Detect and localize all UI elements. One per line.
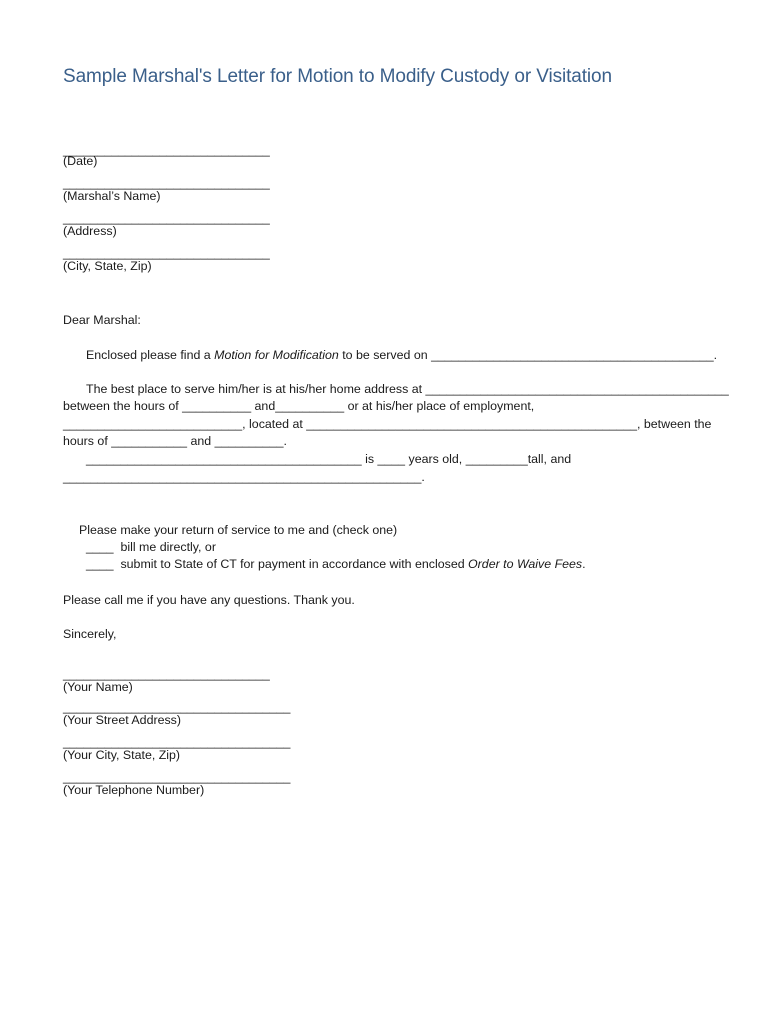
hours-text: between the hours of	[63, 399, 183, 413]
employer-blank: __________________________	[63, 417, 243, 431]
paragraph-enclosed	[86, 348, 717, 363]
employer-address-blank: ________________________________________________	[306, 417, 638, 431]
telephone-label: (Your Telephone Number)	[63, 783, 205, 797]
date-blank: ______________________________	[63, 143, 270, 157]
marshal-name-blank: ______________________________	[63, 176, 270, 190]
tall-text: tall, and	[527, 452, 572, 466]
return-option-state	[86, 557, 586, 572]
paragraph-serve-line-3	[63, 417, 711, 432]
your-name-blank: ______________________________	[63, 667, 270, 681]
return-intro: Please make your return of service to me and (check one)	[79, 523, 398, 537]
street-address-label: (Your Street Address)	[63, 713, 182, 727]
served-on-blank: _________________________________________	[431, 348, 714, 362]
paragraph-serve-line-4	[63, 434, 287, 449]
marshal-name-label: (Marshal’s Name)	[63, 189, 161, 203]
date-label: (Date)	[63, 154, 98, 168]
employment-text: or at his/her place of employment,	[344, 399, 535, 413]
para1-after: to be served on	[338, 348, 432, 362]
paragraph-serve-line-6	[63, 470, 425, 485]
call-text: Please call me if you have any questions. Thank you.	[63, 593, 355, 607]
work-hours-to-blank: __________	[214, 434, 284, 448]
your-name-label: (Your Name)	[63, 680, 133, 694]
option-label: bill me directly, or	[120, 540, 216, 554]
between-text: , between the	[637, 417, 712, 431]
hours-of-text: hours of	[63, 434, 112, 448]
telephone-blank: _________________________________	[63, 770, 291, 784]
home-address-blank: ____________________________________________	[425, 382, 729, 396]
period: .	[421, 470, 425, 484]
hours-from-blank: __________	[182, 399, 252, 413]
work-hours-from-blank: ___________	[111, 434, 188, 448]
your-city-blank: _________________________________	[63, 735, 291, 749]
is-text: is	[361, 452, 378, 466]
serve-text: The best place to serve him/her is at his/her home address at	[86, 382, 426, 396]
paragraph-serve-line-2	[63, 399, 534, 414]
return-option-bill	[86, 540, 216, 555]
your-city-label: (Your City, State, Zip)	[63, 748, 181, 762]
page-title: Sample Marshal's Letter for Motion to Modify Custody or Visitation	[63, 66, 612, 87]
motion-title: Motion for Modification	[214, 348, 339, 362]
age-blank: ____	[377, 452, 406, 466]
hours-to-blank: __________	[275, 399, 345, 413]
address-label: (Address)	[63, 224, 117, 238]
years-old-text: years old,	[405, 452, 466, 466]
order-title: Order to Waive Fees	[468, 557, 583, 571]
para1-end: .	[713, 348, 718, 362]
and-text: and	[187, 434, 215, 448]
period: .	[283, 434, 287, 448]
para1-before: Enclosed please find a	[86, 348, 215, 362]
description-blank: ____________________________________________________	[63, 470, 422, 484]
height-blank: _________	[465, 452, 528, 466]
street-address-blank: _________________________________	[63, 700, 291, 714]
and-text: and	[251, 399, 276, 413]
option-label: submit to State of CT for payment in accordance with enclosed	[120, 557, 469, 571]
city-state-zip-blank: ______________________________	[63, 246, 270, 260]
located-at-text: , located at	[242, 417, 307, 431]
salutation: Dear Marshal:	[63, 313, 141, 327]
paragraph-serve-line-1	[86, 382, 729, 397]
address-blank: ______________________________	[63, 211, 270, 225]
paragraph-serve-line-5	[86, 452, 571, 467]
check-blank: ____	[86, 540, 114, 554]
closing: Sincerely,	[63, 627, 117, 641]
city-state-zip-label: (City, State, Zip)	[63, 259, 152, 273]
check-blank: ____	[86, 557, 114, 571]
person-name-blank: ________________________________________	[86, 452, 362, 466]
period: .	[582, 557, 586, 571]
